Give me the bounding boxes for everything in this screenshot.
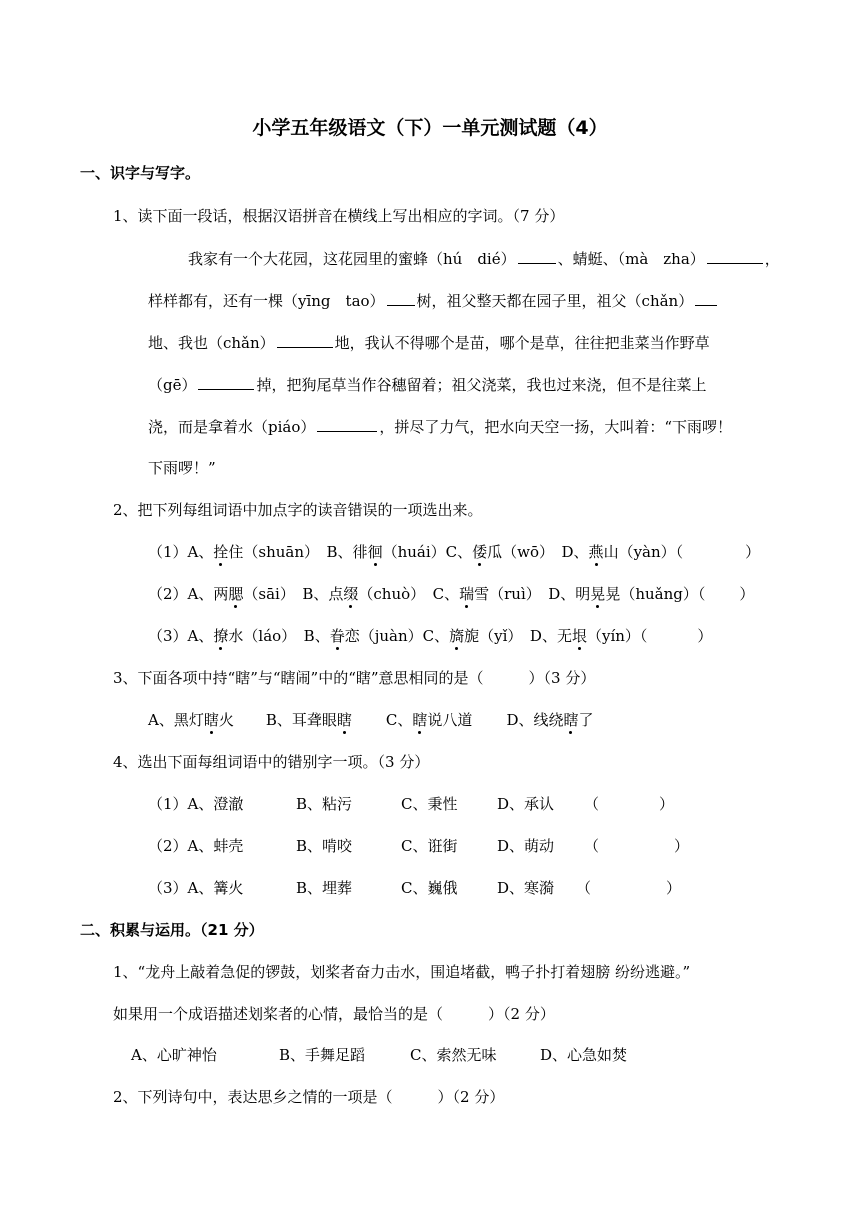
passage-text: 树，祖父整天都在园子里，祖父（chǎn） (416, 292, 694, 310)
dotted-char: 眷 (329, 627, 345, 645)
option-text: C、 (385, 711, 413, 729)
dotted-char: 瞎 (563, 711, 579, 729)
option-text: D、寒漪 (497, 879, 555, 897)
passage-text: ，拼尽了力气，把水向天空一扬，大叫着：“下雨啰！ (379, 418, 733, 436)
option-text: 说八道 (427, 711, 473, 729)
answer-space[interactable]: （ ） (584, 837, 690, 855)
row-text: ） (739, 585, 755, 603)
option-text: B、粘污 (296, 795, 353, 813)
dotted-char: 瞎 (412, 711, 428, 729)
q2-row-3 (148, 626, 712, 646)
answer-space[interactable]: （ ） (584, 795, 675, 813)
option-text: B、啃咬 (296, 837, 353, 855)
answer-blank[interactable] (387, 290, 415, 306)
option-text: A、黑灯 (148, 711, 204, 729)
option-text: A、心旷神怡 (131, 1046, 217, 1064)
row-text: 恋（juàn）C、 (344, 627, 450, 645)
dotted-char: 缀 (343, 585, 359, 603)
row-text: ） (745, 543, 761, 561)
answer-blank[interactable] (695, 290, 717, 306)
q1-passage-line-2 (148, 290, 719, 311)
row-text: （sāi） B、点 (243, 585, 344, 603)
answer-blank[interactable] (518, 248, 556, 264)
q4-stem: 4、选出下面每组词语中的错别字一项。（3 分） (113, 753, 430, 771)
row-text: 山（yàn）（ (603, 543, 684, 561)
q1-passage-line-3 (148, 332, 710, 353)
row-text: 晃（huǎng）（ (605, 585, 706, 603)
passage-text: 浇，而是拿着水（piáo） (148, 418, 316, 436)
passage-text: 掉，把狗尾草当作谷穗留着；祖父浇菜，我也过来浇，但不是往菜上 (256, 376, 707, 394)
passage-text: 样样都有，还有一棵（yīng tao） (148, 292, 385, 310)
option-text: C、巍俄 (401, 879, 458, 897)
row-text: 旎（yǐ） D、无 (464, 627, 572, 645)
row-text: 水（láo） B、 (228, 627, 330, 645)
row-text: （2）A、两 (148, 585, 229, 603)
q1-stem: 1、读下面一段话，根据汉语拼音在横线上写出相应的字词。（7 分） (113, 207, 565, 225)
option-text: 火 (218, 711, 234, 729)
row-text: （huái）C、 (382, 543, 473, 561)
row-text: （yín）（ (586, 627, 648, 645)
passage-text: 地、我也（chǎn） (148, 334, 275, 352)
option-text: C、索然无味 (410, 1046, 497, 1064)
answer-blank[interactable] (277, 332, 333, 348)
option-text: D、线绕 (506, 711, 564, 729)
s2-q1-line-2: 如果用一个成语描述划桨者的心情，最恰当的是（ ）（2 分） (113, 1005, 555, 1023)
row-text: 雪（ruì） D、明 (474, 585, 591, 603)
section-2-heading: 二、积累与运用。（21 分） (80, 921, 264, 939)
s2-q1-line-1: 1、“龙舟上敲着急促的锣鼓，划桨者奋力击水，围追堵截，鸭子扑打着翅膀 纷纷逃避。” (113, 963, 691, 981)
option-text: （2）A、蚌壳 (148, 837, 244, 855)
passage-text: ， (764, 250, 780, 268)
answer-blank[interactable] (707, 248, 763, 264)
row-text: （chuò） C、 (358, 585, 460, 603)
row-text: 住（shuān） B、徘 (228, 543, 368, 561)
q2-stem: 2、把下列每组词语中加点字的读音错误的一项选出来。 (113, 501, 483, 519)
passage-text: 、蜻蜓、（mà zha） (557, 250, 705, 268)
row-text: （3）A、 (148, 627, 214, 645)
option-text: B、手舞足蹈 (279, 1046, 366, 1064)
row-text: （1）A、 (148, 543, 214, 561)
dotted-char: 徊 (367, 543, 383, 561)
dotted-char: 燕 (588, 543, 604, 561)
option-text: （3）A、篝火 (148, 879, 244, 897)
q1-passage-line-4 (148, 374, 707, 395)
dotted-char: 晃 (590, 585, 606, 603)
option-text: D、承认 (497, 795, 555, 813)
q2-row-2 (148, 584, 754, 604)
passage-text: 地，我认不得哪个是苗，哪个是草，往往把韭菜当作野草 (334, 334, 710, 352)
answer-blank[interactable] (198, 374, 254, 390)
dotted-char: 瞎 (203, 711, 219, 729)
dotted-char: 垠 (571, 627, 587, 645)
q3-stem: 3、下面各项中持“瞎”与“瞎闹”中的“瞎”意思相同的是（ ）（3 分） (113, 669, 596, 687)
page-title: 小学五年级语文（下）一单元测试题（4） (252, 117, 608, 139)
section-1-heading: 一、识字与写字。 (80, 164, 201, 182)
answer-blank[interactable] (317, 416, 377, 432)
q3-options (148, 710, 594, 730)
option-text: D、心急如焚 (540, 1046, 628, 1064)
answer-space[interactable]: （ ） (576, 879, 682, 897)
dotted-char: 瑞 (459, 585, 475, 603)
option-text: D、萌动 (497, 837, 555, 855)
s2-q2-stem: 2、下列诗句中，表达思乡之情的一项是（ ）（2 分） (113, 1088, 505, 1106)
dotted-char: 撩 (213, 627, 229, 645)
passage-text: 我家有一个大花园，这花园里的蜜蜂（hú dié） (188, 250, 516, 268)
dotted-char: 旖 (449, 627, 465, 645)
row-text: 瓜（wō） D、 (487, 543, 589, 561)
option-text: C、秉性 (401, 795, 458, 813)
dotted-char: 倭 (472, 543, 488, 561)
dotted-char: 瞎 (336, 711, 352, 729)
option-text: （1）A、澄澈 (148, 795, 244, 813)
dotted-char: 腮 (228, 585, 244, 603)
passage-text: （gē） (148, 376, 197, 394)
q1-passage-line-1 (188, 248, 780, 269)
q1-passage-line-6: 下雨啰！” (148, 459, 216, 477)
q1-passage-line-5 (148, 416, 732, 437)
row-text: ） (697, 627, 713, 645)
option-text: B、埋葬 (296, 879, 353, 897)
option-text: C、诳街 (401, 837, 458, 855)
dotted-char: 拴 (213, 543, 229, 561)
q2-row-1 (148, 542, 760, 562)
option-text: B、耳聋眼 (265, 711, 337, 729)
option-text: 了 (578, 711, 594, 729)
